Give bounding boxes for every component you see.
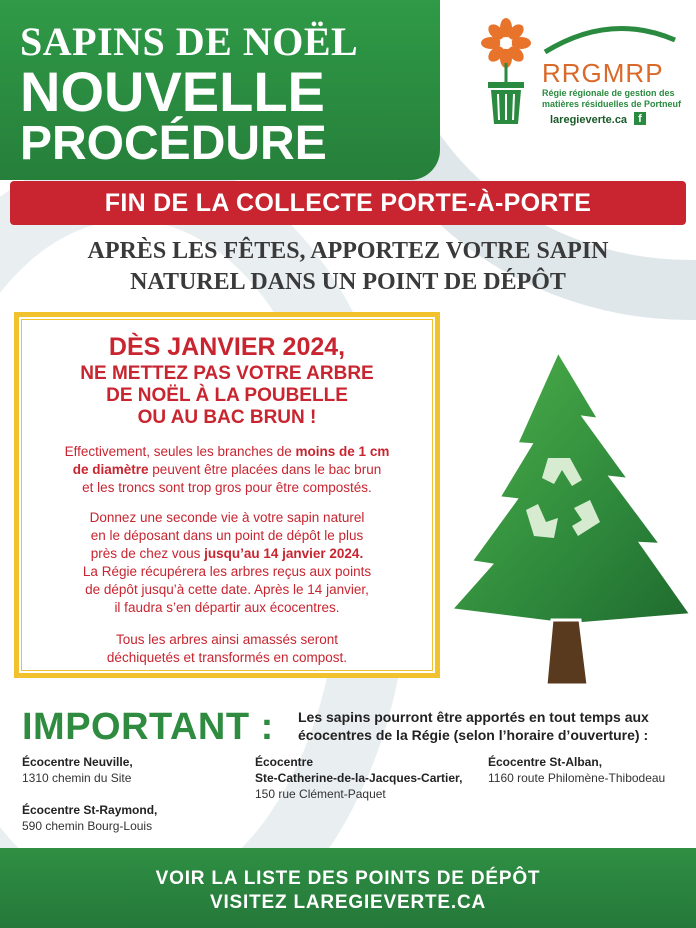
- header-panel: [0, 0, 440, 180]
- text-run-bold: jusqu’au 14 janvier 2024.: [204, 546, 364, 561]
- info-paragraph-1: [19, 443, 435, 497]
- red-banner: [10, 181, 686, 225]
- org-description-line: Régie régionale de gestion des: [542, 88, 675, 98]
- info-subheading: [19, 363, 435, 429]
- ecocentre-name: Ste-Catherine-de-la-Jacques-Cartier,: [255, 771, 463, 785]
- text-run-bold: moins de 1 cm: [295, 444, 390, 459]
- important-text: [298, 708, 649, 744]
- important-label: IMPORTANT :: [22, 706, 274, 748]
- org-name: RRGMRP: [542, 58, 664, 88]
- footer-banner: [0, 848, 696, 928]
- info-heading: DÈS JANVIER 2024,: [108, 333, 346, 361]
- text-run: et les troncs sont trop gros pour être compostés.: [82, 480, 372, 495]
- text-run: Tous les arbres ainsi amassés seront: [115, 632, 339, 647]
- text-run: La Régie récupérera les arbres reçus aux points: [82, 564, 372, 579]
- logo-arc: [540, 18, 680, 58]
- ecocentre-address: 590 chemin Bourg-Louis: [22, 819, 153, 833]
- ecocentre-name: Écocentre Neuville,: [22, 755, 133, 769]
- ecocentre-name: Écocentre St-Alban,: [488, 755, 603, 769]
- text-run: Donnez une seconde vie à votre sapin naturel: [89, 510, 365, 525]
- ecocentre-neuville: [22, 754, 133, 786]
- important-text-line: Les sapins pourront être apportés en tout temps aux: [298, 709, 649, 725]
- text-run: Effectivement, seules les branches de: [64, 444, 296, 459]
- title-line-1: SAPINS DE NOËL: [20, 19, 359, 64]
- ecocentre-st-raymond: [22, 802, 157, 834]
- footer-link[interactable]: VISITEZ LAREGIEVERTE.CA: [210, 892, 486, 913]
- ecocentre-address: 1160 route Philomène-Thibodeau: [488, 771, 666, 785]
- info-paragraph-2: [19, 509, 435, 617]
- important-text-line: écocentres de la Régie (selon l’horaire d’ouverture) :: [298, 727, 649, 743]
- title-line-3: PROCÉDURE: [20, 117, 327, 170]
- flower-bin-icon: [478, 18, 538, 128]
- banner-text: FIN DE LA COLLECTE PORTE-À-PORTE: [104, 189, 592, 217]
- text-run-bold: de diamètre: [72, 462, 149, 477]
- ecocentre-ste-catherine: [255, 754, 462, 802]
- title-line-2: NOUVELLE: [20, 60, 325, 123]
- info-subheading-line: DE NOËL À LA POUBELLE: [106, 385, 348, 406]
- logo: [478, 18, 682, 138]
- ecocentre-address: 150 rue Clément-Paquet: [255, 787, 386, 801]
- ecocentre-st-alban: [488, 754, 665, 786]
- text-run: près de chez vous: [90, 546, 205, 561]
- ecocentre-name: Écocentre: [255, 755, 314, 769]
- org-description: [542, 88, 682, 110]
- info-subheading-line: OU AU BAC BRUN !: [137, 407, 317, 428]
- christmas-tree-recycle-icon: [430, 340, 696, 690]
- text-run: peuvent être placées dans le bac brun: [148, 462, 382, 477]
- subtitle-line: APRÈS LES FÊTES, APPORTEZ VOTRE SAPIN: [87, 238, 609, 264]
- org-description-line: matières résiduelles de Portneuf: [542, 99, 682, 109]
- ecocentre-name: Écocentre St-Raymond,: [22, 803, 158, 817]
- ecocentre-address: 1310 chemin du Site: [22, 771, 132, 785]
- text-run: en le déposant dans un point de dépôt le plus: [90, 528, 364, 543]
- website-link[interactable]: laregieverte.ca: [550, 114, 628, 126]
- text-run: déchiquetés et transformés en compost.: [106, 650, 348, 665]
- info-paragraph-3: [19, 631, 435, 667]
- subtitle-line: NATUREL DANS UN POINT DE DÉPÔT: [130, 269, 566, 295]
- facebook-icon[interactable]: f: [634, 112, 646, 125]
- info-subheading-line: NE METTEZ PAS VOTRE ARBRE: [80, 363, 374, 384]
- text-run: de dépôt jusqu’à cette date. Après le 14 janvier,: [85, 582, 369, 597]
- subtitle: [0, 236, 696, 298]
- text-run: il faudra s’en départir aux écocentres.: [114, 600, 340, 615]
- info-box: [14, 312, 440, 678]
- footer-line-1: VOIR LA LISTE DES POINTS DE DÉPÔT: [155, 868, 541, 889]
